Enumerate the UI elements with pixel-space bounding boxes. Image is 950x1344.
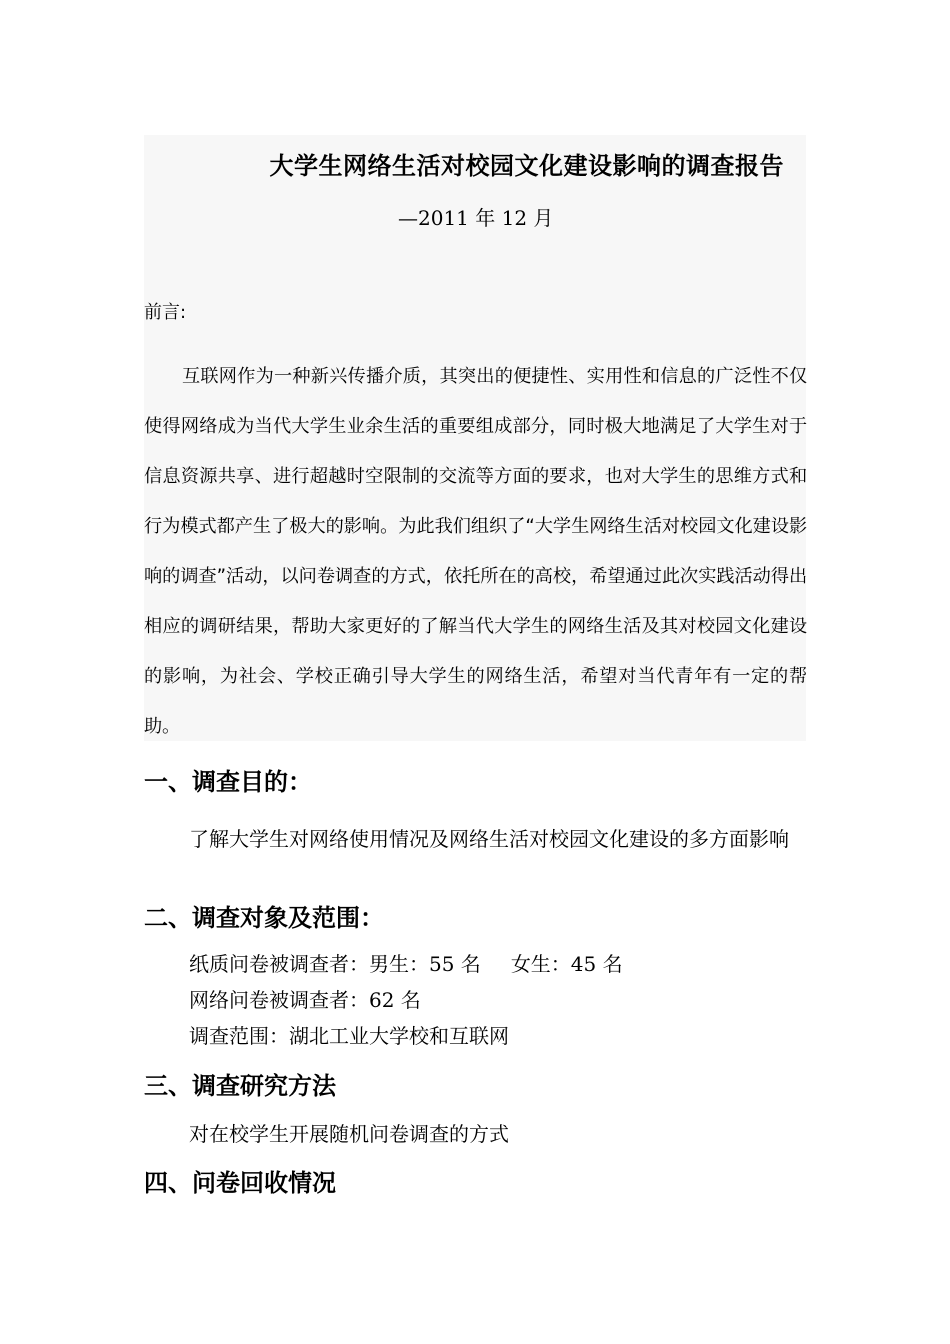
survey-scope-line: 调查范围：湖北工业大学校和互联网	[189, 1024, 509, 1048]
purpose-paragraph: 了解大学生对网络使用情况及网络生活对校园文化建设的多方面影响	[189, 827, 789, 851]
paper-survey-male: 纸质问卷被调查者：男生：55 名	[189, 952, 481, 976]
method-paragraph: 对在校学生开展随机问卷调查的方式	[189, 1122, 509, 1146]
preface-paragraph: 互联网作为一种新兴传播介质，其突出的便捷性、实用性和信息的广泛性不仅使得网络成为当代大学生业余生活的重要组成部分，同时极大地满足了大学生对于信息资源共享、进行超越时空限制的交流等方面的要求，也对大学生的思维方式和行为模式都产生了极大的影响。为此我们组织了“大学生网络生活对校园文化建设影响的调查”活动，以问卷调查的方式，依托所在的高校，希望通过此次实践活动得出相应的调研结果，帮助大家更好的了解当代大学生的网络生活及其对校园文化建设的影响，为社会、学校正确引导大学生的网络生活，希望对当代青年有一定的帮助。	[144, 366, 807, 737]
online-survey-line: 网络问卷被调查者：62 名	[189, 988, 421, 1012]
paper-survey-female: 女生：45 名	[510, 952, 623, 976]
section-heading-method: 三、调查研究方法	[144, 1072, 336, 1100]
paper-survey-line	[189, 948, 623, 977]
document-title: 大学生网络生活对校园文化建设影响的调查报告	[269, 152, 784, 180]
preface-label: 前言:	[144, 302, 187, 323]
report-date: —2011 年 12 月	[398, 206, 554, 230]
section-heading-purpose: 一、调查目的：	[144, 768, 312, 796]
section-heading-collection: 四、问卷回收情况	[144, 1169, 336, 1197]
section-heading-subjects: 二、调查对象及范围：	[144, 904, 384, 932]
